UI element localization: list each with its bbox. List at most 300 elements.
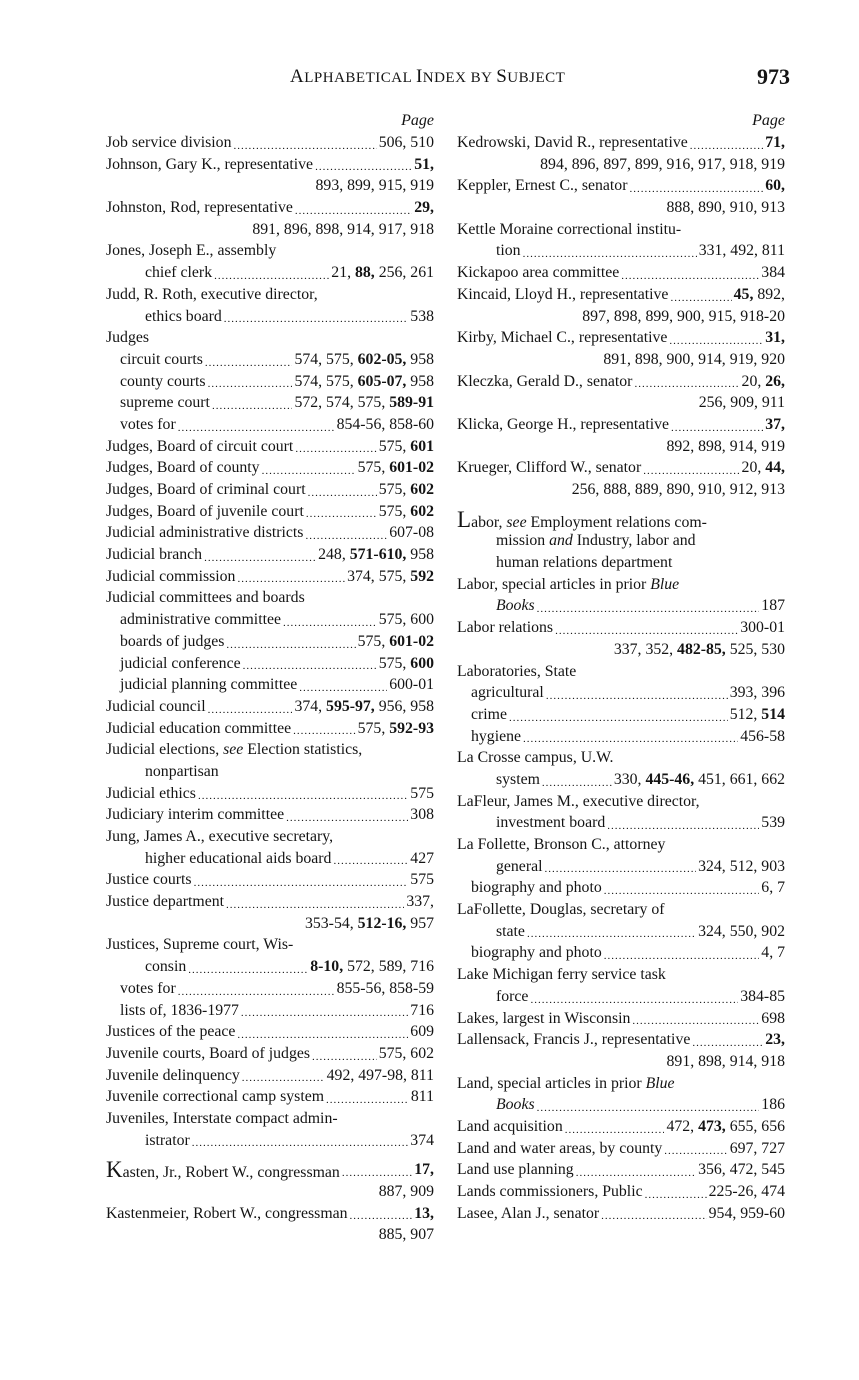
- index-entry: [106, 587, 434, 695]
- entry-term: Keppler, Ernest C., senator: [457, 177, 628, 195]
- entry-pages: 331, 492, 811: [698, 242, 785, 260]
- entry-pages: 538: [410, 307, 434, 325]
- entry-pages: 954, 959-60: [708, 1204, 785, 1222]
- entry-pages-continued: 256, 888, 889, 890, 910, 912, 913: [571, 481, 785, 498]
- entry-term: Land acquisition: [457, 1117, 563, 1135]
- entry-term: Judicial education committee: [106, 719, 292, 737]
- index-entry: [457, 506, 785, 574]
- leader-dots: [214, 262, 329, 284]
- leader-dots: [326, 1086, 409, 1108]
- entry-pages: 337, 352,: [613, 640, 674, 658]
- leader-dots: [669, 327, 763, 349]
- entry-pages: 575, 600: [378, 611, 434, 629]
- entry-term: Juveniles, Interstate compact admin-: [106, 1109, 338, 1127]
- entry-pages: 600-01: [389, 676, 434, 694]
- index-entry: [457, 284, 785, 327]
- letter-section-gap: [106, 1151, 434, 1159]
- entry-pages-bold: 595-97,: [326, 697, 375, 715]
- entry-pages: 575,: [357, 719, 386, 737]
- entry-term: Land, special articles in prior: [457, 1074, 642, 1092]
- entry-pages: 607-08: [389, 524, 434, 542]
- entry-term: Judges, Board of juvenile court: [106, 502, 304, 520]
- index-entry: [457, 1029, 785, 1072]
- index-entry: [457, 1181, 785, 1203]
- entry-pages: 324, 512, 903: [698, 857, 785, 875]
- entry-pages-bold: 45,: [733, 285, 754, 303]
- entry-term: Laboratories, State: [457, 662, 577, 680]
- leader-dots: [601, 1203, 707, 1225]
- entry-pages: 655, 656: [729, 1117, 785, 1135]
- entry-pages-continued: 891, 898, 900, 914, 919, 920: [603, 350, 785, 368]
- index-entry: [106, 522, 434, 544]
- entry-pages: 575,: [357, 632, 386, 650]
- entry-term-continued: tion: [496, 242, 521, 260]
- index-entry: [106, 284, 434, 327]
- leader-dots: [237, 566, 345, 588]
- subentry-term: judicial planning committee: [120, 676, 298, 694]
- subentry-term: supreme court: [120, 394, 210, 412]
- entry-term-continued: mission: [496, 532, 546, 550]
- leader-dots: [670, 284, 731, 306]
- entry-pages: 572, 574, 575,: [294, 394, 386, 412]
- entry-pages: 572, 589, 716: [347, 958, 434, 976]
- section-initial: K: [106, 1157, 123, 1183]
- entry-pages-bold: 26,: [765, 372, 785, 390]
- index-entry: [457, 899, 785, 964]
- leader-dots: [523, 726, 738, 748]
- leader-dots: [664, 1138, 727, 1160]
- leader-dots: [690, 132, 764, 154]
- index-entry: [106, 154, 434, 197]
- entry-term: La Follette, Bronson C., attorney: [457, 836, 666, 853]
- leader-dots: [205, 349, 293, 371]
- entry-pages-bold: 512-16,: [357, 914, 407, 932]
- entry-pages: 337,: [406, 893, 434, 911]
- entry-term: asten, Jr., Robert W., congressman: [122, 1164, 340, 1182]
- leader-dots: [293, 718, 356, 740]
- subentry-term: lists of, 1836-1977: [120, 1001, 239, 1019]
- entry-term: Judd, R. Roth, executive director,: [106, 285, 318, 303]
- subentry-term: crime: [471, 705, 507, 723]
- leader-dots: [306, 501, 377, 523]
- entry-pages-bold: 44,: [765, 459, 785, 477]
- leader-dots: [530, 986, 738, 1008]
- leader-dots: [262, 457, 356, 479]
- entry-pages: 384: [761, 264, 785, 282]
- index-entry: [457, 747, 785, 790]
- entry-term: Justices of the peace: [106, 1023, 236, 1041]
- entry-pages: 958: [410, 350, 434, 368]
- entry-pages-bold: 600: [410, 654, 434, 672]
- entry-pages: 4, 7: [761, 944, 785, 962]
- leader-dots: [178, 414, 335, 436]
- entry-term-continued: human relations department: [496, 554, 673, 572]
- entry-term: Labor relations: [457, 619, 554, 637]
- entry-term: Jung, James A., executive secretary,: [106, 828, 334, 845]
- leader-dots: [286, 804, 408, 826]
- entry-term: Land use planning: [457, 1161, 574, 1179]
- leader-dots: [241, 1000, 408, 1022]
- index-entry: [457, 262, 785, 284]
- entry-pages: 698: [761, 1009, 785, 1027]
- entry-pages-bold: 88,: [355, 264, 375, 282]
- entry-pages-bold: 601-02: [389, 632, 434, 650]
- entry-term: Justice courts: [106, 871, 192, 889]
- index-column-right: [457, 110, 785, 1224]
- entry-term: Kleczka, Gerald D., senator: [457, 372, 633, 390]
- and-reference: and: [549, 532, 573, 550]
- index-entry: [106, 501, 434, 523]
- entry-term: Judges: [106, 329, 150, 347]
- leader-dots: [527, 921, 696, 943]
- entry-term: Johnson, Gary K., representative: [106, 155, 314, 173]
- entry-pages-bold: 13,: [414, 1204, 434, 1222]
- entry-pages: 506, 510: [378, 134, 434, 151]
- entry-pages: 492, 497-98, 811: [326, 1066, 434, 1084]
- column-heading: Page: [752, 112, 785, 129]
- entry-pages: 575,: [378, 502, 407, 520]
- index-entry: [106, 1065, 434, 1087]
- entry-pages-bold: 601: [410, 437, 434, 455]
- entry-pages: 20,: [741, 372, 762, 390]
- index-entry: [106, 197, 434, 240]
- letter-section-gap: [457, 501, 785, 509]
- index-column-left: [106, 110, 434, 1246]
- leader-dots: [537, 1094, 760, 1116]
- entry-pages: 892,: [757, 285, 785, 303]
- index-entry: [106, 696, 434, 718]
- entry-term: Jones, Joseph E., assembly: [106, 242, 277, 260]
- title-part: NDEX BY: [422, 70, 497, 86]
- entry-term: Judges, Board of criminal court: [106, 481, 306, 498]
- subentry-term: boards of judges: [120, 632, 225, 650]
- index-entry: [106, 783, 434, 805]
- leader-dots: [305, 522, 387, 544]
- leader-dots: [634, 371, 739, 393]
- entry-pages: 697, 727: [729, 1139, 785, 1157]
- leader-dots: [333, 848, 408, 870]
- entry-pages-continued: 894, 896, 897, 899, 916, 917, 918, 919: [540, 155, 785, 173]
- entry-pages: 427: [410, 849, 434, 867]
- entry-term-continued: higher educational aids board: [145, 849, 332, 867]
- leader-dots: [204, 544, 316, 566]
- subentry-term: biography and photo: [471, 879, 602, 897]
- index-entry: [106, 479, 434, 501]
- index-entry: [457, 414, 785, 457]
- entry-term: Kastenmeier, Robert W., congressman: [106, 1204, 348, 1222]
- index-entry: [106, 804, 434, 826]
- leader-dots: [308, 479, 377, 501]
- entry-pages: 308: [410, 806, 434, 824]
- index-entry: [106, 869, 434, 891]
- leader-dots: [350, 1203, 413, 1225]
- entry-term: Johnston, Rod, representative: [106, 199, 293, 217]
- leader-dots: [178, 978, 335, 1000]
- index-entry: [457, 457, 785, 500]
- index-entry: [457, 661, 785, 748]
- entry-pages: 512,: [729, 705, 758, 723]
- entry-pages-continued: 887, 909: [378, 1183, 434, 1200]
- see-reference: see: [506, 513, 527, 531]
- entry-pages: 609: [410, 1023, 434, 1041]
- subentry-term: votes for: [120, 415, 176, 433]
- entry-pages: 186: [761, 1096, 785, 1114]
- entry-pages-bold: 592: [410, 567, 434, 585]
- entry-pages-bold: 8-10,: [310, 958, 344, 976]
- entry-pages: 575,: [378, 437, 407, 455]
- entry-pages: 6, 7: [761, 879, 785, 897]
- see-reference: see: [223, 741, 244, 759]
- entry-term-continued: istrator: [145, 1131, 190, 1149]
- entry-pages: 958: [410, 372, 434, 390]
- leader-dots: [537, 595, 760, 617]
- index-entry: [457, 327, 785, 370]
- entry-term-continued: ethics board: [145, 307, 222, 325]
- leader-dots: [295, 197, 412, 219]
- entry-pages-continued: 256, 909, 911: [698, 394, 785, 412]
- entry-term: Job service division: [106, 134, 232, 151]
- entry-pages: 575,: [378, 481, 407, 498]
- index-entry: [106, 1086, 434, 1108]
- entry-term: Judicial commission: [106, 567, 236, 585]
- leader-dots: [208, 696, 293, 718]
- index-entry: [106, 327, 434, 435]
- entry-pages: 187: [761, 597, 785, 615]
- entry-pages-continued: 885, 907: [378, 1226, 434, 1244]
- index-entry: [106, 739, 434, 782]
- entry-term-continued: nonpartisan: [145, 762, 219, 780]
- entry-term: Lands commissioners, Public: [457, 1183, 643, 1200]
- entry-pages: 248,: [318, 546, 346, 564]
- entry-pages: 374,: [294, 697, 323, 715]
- index-entry: [457, 1116, 785, 1138]
- index-entry: [457, 219, 785, 262]
- entry-term: Kincaid, Lloyd H., representative: [457, 285, 669, 303]
- index-entry: [106, 240, 434, 283]
- section-initial: L: [457, 506, 472, 532]
- entry-term: Juvenile courts, Board of judges: [106, 1044, 311, 1062]
- leader-dots: [342, 1159, 412, 1181]
- entry-term: Judicial council: [106, 697, 206, 715]
- entry-pages: 958: [410, 546, 434, 564]
- index-entry: [106, 457, 434, 479]
- entry-pages: 574, 575,: [294, 372, 354, 390]
- entry-term: Judicial branch: [106, 546, 203, 564]
- entry-term: Kettle Moraine correctional institu-: [457, 220, 682, 238]
- entry-term-italic: Books: [496, 1096, 535, 1114]
- subentry-term: votes for: [120, 979, 176, 997]
- leader-dots: [565, 1116, 665, 1138]
- index-entry: [457, 1073, 785, 1116]
- entry-term: Judicial elections,: [106, 741, 220, 759]
- entry-pages: 300-01: [740, 619, 785, 637]
- entry-pages-bold: 17,: [414, 1161, 434, 1179]
- entry-pages-continued: 891, 896, 898, 914, 917, 918: [252, 220, 434, 238]
- leader-dots: [645, 1181, 707, 1203]
- entry-term-continued: Industry, labor and: [576, 532, 696, 550]
- index-entry: [106, 1159, 434, 1202]
- subentry-term: hygiene: [471, 727, 522, 745]
- entry-pages: 330,: [613, 770, 642, 788]
- index-entry: [106, 826, 434, 869]
- entry-term: Judges, Board of circuit court: [106, 437, 294, 455]
- leader-dots: [542, 769, 612, 791]
- entry-term: La Crosse campus, U.W.: [457, 749, 614, 767]
- entry-term: Juvenile correctional camp system: [106, 1088, 325, 1106]
- entry-term: Krueger, Clifford W., senator: [457, 459, 642, 477]
- entry-term: Labor, special articles in prior: [457, 575, 647, 593]
- index-entry: [457, 1138, 785, 1160]
- leader-dots: [671, 414, 763, 436]
- index-entry: [106, 1108, 434, 1151]
- entry-pages: 575,: [357, 459, 386, 477]
- entry-pages: 574, 575,: [294, 350, 354, 368]
- entry-pages: 374: [410, 1131, 434, 1149]
- entry-pages-bold: 31,: [765, 329, 785, 347]
- entry-pages: 374, 575,: [347, 567, 407, 585]
- entry-pages-bold: 29,: [414, 199, 434, 217]
- entry-term: Lallensack, Francis J., representative: [457, 1031, 691, 1049]
- leader-dots: [523, 240, 697, 262]
- leader-dots: [632, 1008, 759, 1030]
- entry-term: Judicial administrative districts: [106, 524, 304, 542]
- leader-dots: [621, 262, 759, 284]
- index-entry: [457, 617, 785, 660]
- leader-dots: [237, 1021, 408, 1043]
- leader-dots: [312, 1043, 377, 1065]
- leader-dots: [629, 175, 763, 197]
- entry-pages: 956, 958: [378, 697, 434, 715]
- index-entry: [457, 791, 785, 834]
- entry-term: Judicial committees and boards: [106, 589, 305, 607]
- leader-dots: [315, 154, 412, 176]
- page-number: 973: [757, 64, 790, 89]
- leader-dots: [194, 869, 409, 891]
- entry-pages-bold: 473,: [698, 1117, 726, 1135]
- entry-pages-bold: 602: [410, 481, 434, 498]
- entry-term: Klicka, George H., representative: [457, 415, 670, 433]
- entry-pages-bold: 71,: [765, 134, 785, 151]
- column-heading: Page: [401, 112, 434, 129]
- entry-pages-bold: 571-610,: [349, 546, 407, 564]
- entry-pages-bold: 589-91: [389, 394, 434, 412]
- entry-pages: 539: [761, 814, 785, 832]
- leader-dots: [295, 436, 376, 458]
- entry-pages-bold: 592-93: [389, 719, 434, 737]
- entry-term: Kickapoo area committee: [457, 264, 620, 282]
- leader-dots: [192, 1130, 409, 1152]
- entry-term-continued: investment board: [496, 814, 606, 832]
- entry-pages: 716: [410, 1001, 434, 1019]
- entry-pages: 575: [410, 784, 434, 802]
- entry-pages-bold: 514: [761, 705, 785, 723]
- entry-term-continued: force: [496, 987, 529, 1005]
- index-entry: [457, 834, 785, 899]
- entry-pages: 811: [410, 1088, 434, 1106]
- entry-pages-bold: 602-05,: [357, 350, 407, 368]
- entry-pages-continued: 897, 898, 899, 900, 915, 918-20: [582, 307, 785, 325]
- entry-pages-bold: 482-85,: [677, 640, 726, 658]
- index-entry: [106, 891, 434, 934]
- entry-term: LaFollette, Douglas, secretary of: [457, 901, 665, 919]
- entry-pages: 854-56, 858-60: [336, 415, 434, 433]
- subentry-term: judicial conference: [120, 654, 241, 672]
- leader-dots: [198, 783, 408, 805]
- index-entry: [106, 1021, 434, 1043]
- leader-dots: [226, 631, 355, 653]
- leader-dots: [607, 812, 759, 834]
- entry-pages-bold: 23,: [765, 1031, 785, 1049]
- subentry-term: biography and photo: [471, 944, 602, 962]
- leader-dots: [604, 877, 760, 899]
- entry-pages-bold: 445-46,: [645, 770, 695, 788]
- leader-dots: [233, 132, 376, 154]
- entry-term: Kirby, Michael C., representative: [457, 329, 668, 347]
- entry-pages-continued: 893, 899, 915, 919: [315, 177, 434, 195]
- entry-pages: 384-85: [740, 987, 785, 1005]
- entry-pages: 353-54,: [304, 914, 354, 932]
- entry-term-italic: Blue: [650, 575, 680, 593]
- page-header: [0, 64, 859, 96]
- title-part: A: [290, 66, 305, 87]
- index-entry: [457, 1203, 785, 1225]
- index-entry: [457, 1159, 785, 1181]
- leader-dots: [692, 1029, 763, 1051]
- entry-term: Election statistics,: [247, 741, 363, 759]
- subentry-term: administrative committee: [120, 611, 281, 629]
- entry-term-continued: system: [496, 770, 540, 788]
- entry-pages: 256, 261: [378, 264, 434, 282]
- entry-term: Juvenile delinquency: [106, 1066, 240, 1084]
- leader-dots: [555, 617, 738, 639]
- leader-dots: [243, 653, 377, 675]
- leader-dots: [283, 609, 377, 631]
- entry-term-continued: general: [496, 857, 543, 875]
- index-entry: [106, 934, 434, 1021]
- leader-dots: [544, 856, 696, 878]
- leader-dots: [188, 956, 308, 978]
- index-entry: [106, 132, 434, 154]
- entry-term-continued: consin: [145, 958, 187, 976]
- entry-pages: 472,: [666, 1117, 695, 1135]
- leader-dots: [546, 682, 728, 704]
- title-part: LPHABETICAL: [304, 70, 416, 86]
- index-entry: [106, 1203, 434, 1246]
- index-entry: [106, 718, 434, 740]
- entry-pages-bold: 60,: [765, 177, 785, 195]
- entry-pages: 957: [410, 914, 434, 932]
- index-entry: [457, 175, 785, 218]
- leader-dots: [643, 457, 739, 479]
- entry-pages: 855-56, 858-59: [336, 979, 434, 997]
- entry-term-continued: state: [496, 922, 525, 940]
- title-part: UBJECT: [507, 70, 566, 86]
- entry-term: Lakes, largest in Wisconsin: [457, 1009, 631, 1027]
- leader-dots: [509, 704, 728, 726]
- entry-pages-bold: 602: [410, 502, 434, 520]
- index-entry: [457, 132, 785, 175]
- subentry-term: county courts: [120, 372, 206, 390]
- entry-term: Judiciary interim committee: [106, 806, 285, 824]
- entry-pages: 20,: [741, 459, 762, 477]
- entry-pages: 356, 472, 545: [698, 1161, 785, 1179]
- entry-pages: 456-58: [740, 727, 785, 745]
- entry-term-continued: chief clerk: [145, 264, 213, 282]
- entry-pages-continued: 892, 898, 914, 919: [666, 437, 785, 455]
- leader-dots: [299, 674, 387, 696]
- entry-pages-bold: 51,: [414, 155, 434, 173]
- entry-term: Lasee, Alan J., senator: [457, 1204, 600, 1222]
